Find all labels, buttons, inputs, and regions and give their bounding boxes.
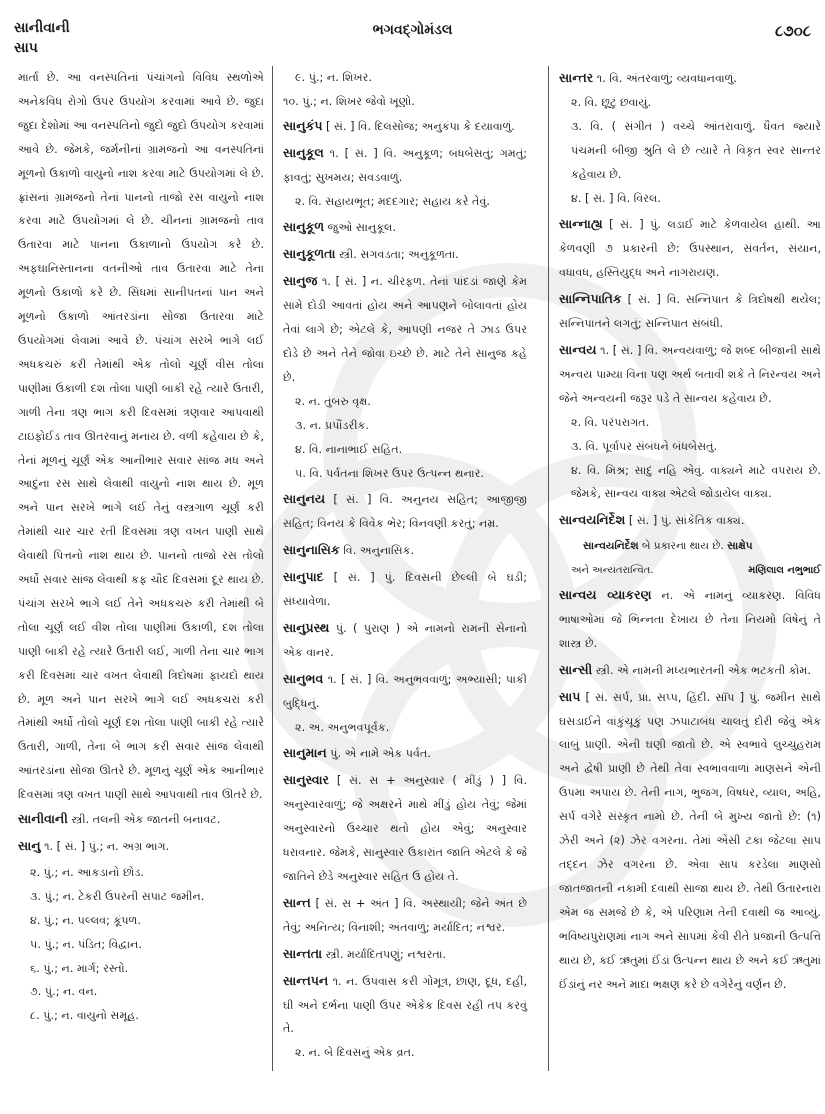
headword: સાનુકૂળ — [283, 219, 325, 235]
headword: સાનુસ્વાર — [283, 772, 330, 788]
dictionary-entry — [283, 487, 527, 536]
definition: [ સં. સ + અનુસ્વાર ( મીંડું ) ] વિ. અનુસ્વારવાળું; જે અક્ષરને માથે મીંડું હોય તેવું; જેમાં અનુસ્વારનો ઉચ્ચાર થતો હોય એવું; અનુસ્વાર ધરાવનાર. જેમકે, સાનુસ્વાર ઉકારાંત જાતિ એટલે કે જે જાતિને છેડે અનુસ્વાર સહિત ઉ હોય તે. — [283, 774, 528, 883]
headword: સાનુમાન — [283, 745, 327, 761]
headword: સાનુપાદ — [283, 569, 324, 585]
headword: સાન્વયનિર્દેશ — [559, 512, 626, 528]
dictionary-entry — [559, 212, 821, 285]
dictionary-entry — [559, 658, 821, 683]
headword: સાન્નાહ્ય — [559, 216, 603, 232]
dictionary-entry — [559, 685, 821, 997]
definition: વિ. અનુનાસિક. — [343, 544, 415, 558]
dictionary-entry — [283, 942, 527, 967]
sense: ૨. વિ. છૂટું છવાયું. — [571, 95, 652, 109]
quote-attribution — [559, 559, 821, 583]
sense: ૪. વિ. મિશ્ર; સાદું નહિ એવું. વાક્યને માટે વપરાય છે. જેમકે, સાન્વય વાક્ય એટલે જોડાયેલ વાક્ય. — [571, 463, 821, 501]
sense: ૬. પું.; ન. માર્ગ; રસ્તો. — [30, 961, 129, 975]
quote-bold-end: સાક્ષેપ — [727, 540, 753, 553]
definition: સ્ત્રી. મર્યાદિતપણું; નશ્વરતા. — [325, 947, 447, 961]
headword: સાનુકૂળતા — [283, 246, 336, 262]
dictionary-entry — [559, 338, 821, 506]
page-header — [0, 0, 825, 60]
definition: ૧. [ સં. ] પું.; ન. અગ્ર ભાગ. — [44, 840, 170, 853]
dictionary-entry — [283, 242, 527, 267]
column-3 — [548, 66, 821, 1071]
headword: સાન્તર — [559, 70, 594, 85]
headword: સાનુપ્રસ્થ — [283, 619, 330, 635]
definition: પું. એ નામે એક પર્વત. — [330, 747, 431, 761]
definition: [ સં. ] વિ. સન્નિપાત કે ત્રિદોષથી થયેલ; સન્નિપાતને લગતું; સન્નિપાત સંબંધી. — [559, 293, 821, 331]
quote-headword: સાન્વયનિર્દેશ — [583, 540, 639, 553]
definition: [ સં. સર્પ, પ્રા. સપ્પ, હિંદી. સાઁપ ] પું. જમીન સાથે ઘસડાઈને વાંકુંચૂકું પણ ઝપાટાબંધ ચાલતું દોરી જેવું એક લાંબું પ્રાણી. એની ઘણી જાતો છે. એ સ્વભાવે લુચ્ચુહરામ અને દ્વેષી પ્રાણી છે તેથી તેવા સ્વભાવવાળાં માણસને એની ઉપમા અપાય છે. તેની નાગ, ભુજંગ, વિષધર, વ્યાલ, અહિ, સર્પ વગેરે સંસ્કૃત નામો છે. તેની બે મુખ્ય જાતો છે: (૧) ઝેરી અને (૨) ઝેર વગરના. તેમાં એંસી ટકા જેટલા સાપ તદ્દન ઝેર વગરના છે. એવા સાપ કરડેલા માણસો જાતજાતની નકામી દવાથી સાજા થાય છે. તેથી ઉતારનારા એમ જ સમજે છે કે, એ પરિણામ તેની દવાથી જ આવ્યું. ભવિષ્યપુરાણમાં નાગ અને સાપમાં કેવી રીતે પ્રજાની ઉત્પત્તિ થાય છે, કઈ ઋતુમાં ઈંડાં ઉત્પન્ન થાય છે અને કઈ ઋતુમાં ઈંડાંનું નર અને માદા ભક્ષણ કરે છે વગેરેનું વર્ણન છે. — [559, 690, 821, 991]
definition: ૧. વિ. અંતરવાળું; વ્યવધાનવાળું. — [596, 72, 737, 85]
dictionary-entry — [283, 616, 527, 665]
dictionary-entry — [283, 768, 527, 889]
sense: ૩. વિ. પૂર્વાપર સંબંધને બંધબેસતું. — [571, 439, 718, 453]
dictionary-entry — [283, 269, 527, 485]
dictionary-entry — [18, 834, 264, 859]
definition: [ સં. ] પું. સાંકેતિક વાક્ય. — [628, 514, 745, 528]
definition: ૧. [ સં. ] ન. ચીરફળ. તેનાં પાંદડાં જાણે કેમ સામે દોડી આવતાં હોય અને આપણને બોલાવતાં હોય તેવાં લાગે છે; એટલે કે, આપણી નજર તે ઝાડ ઉપર દોડે છે અને તેને જોવા ઇચ્છે છે. માટે તેને સાનુજ કહે છે. — [283, 275, 527, 384]
definition: ૧. ન. ઉપવાસ કરી ગોમૂત્ર, છાણ, દૂધ, દહીં, ઘી અને દર્ભના પાણી ઉપર એકેક દિવસ રહી તપ કરવું તે. — [283, 974, 527, 1036]
definition: ૧. [ સં. ] વિ. અનુભવવાળું; અભ્યાસી; પાકી બુદ્ધિનું. — [283, 672, 527, 710]
sense: ૫. પું.; ન. પંડિત; વિદ્વાન. — [30, 937, 142, 951]
page-number: ૮૭૦૮ — [775, 22, 811, 40]
sense: ૨. ન. બે દિવસનું એક વ્રત. — [295, 1046, 415, 1060]
headword: સાનુ — [18, 838, 41, 853]
sense: ૪. વિ. નાનાભાઈ સહિત. — [295, 442, 403, 456]
dictionary-entry — [283, 141, 527, 214]
dictionary-entry — [283, 565, 527, 614]
continuation-text: માર્તા છે. આ વનસ્પતિનાં પંચાંગનો વિવિધ સ્થળોએ અનેકવિધ રોગો ઉપર ઉપયોગ કરવામાં આવે છે. જુદા જુદા દેશોમાં આ વનસ્પતિનો જુદો જુદો ઉપયોગ કરવામાં આવે છે. જેમકે, જર્મનીનાં ગ્રામજનો આ વનસ્પતિનાં મૂળનો ઉકાળો વાયુનો નાશ કરવા માટે ઉપયોગમાં લે છે. ફ્રાંસનાં ગ્રામજનો તેનાં પાનનો તાજો રસ વાયુનો નાશ કરવા માટે ઉપયોગમાં લે છે. ચીનનાં ગ્રામજનો તાવ ઉતારવા માટે પાનના ઉકાળાનો ઉપયોગ કરે છે. અફઘાનિસ્તાનના વતનીઓ તાવ ઉતારવા માટે તેના મૂળનો ઉકાળો કરે છે. સિંધમાં સાનીપતનાં પાન અને મૂળનો ઉકાળો આંતરડાંના સોજા ઉતારવા માટે ઉપયોગમાં લેવામાં આવે છે. પંચાંગ સરખે ભાગે લઈ અધકચરું કરી તેમાંથી એક તોલો ચૂર્ણ વીસ તોલા પાણીમાં ઉકાળી દશ તોલા પાણી બાકી રહે ત્યારે ઉતારી, ગાળી તેના ત્રણ ભાગ કરી દિવસમાં ત્રણવાર આપવાથી ટાઇફોઈડ તાવ ઊતરવાનું મનાય છે. વળી કહેવાય છે કે, તેનાં મૂળનું ચૂર્ણ એક આનીભાર સવાર સાંજ મધ અને આદુંના રસ સાથે લેવાથી વાયુનો નાશ થાય છે. મૂળ અને પાન સરખે ભાગે લઈ તેનું વસ્ત્રગાળ ચૂર્ણ કરી તેમાંથી ચાર ચાર રતી દિવસમાં ત્રણ વખત પાણી સાથે લેવાથી પિત્તનો નાશ થાય છે. પાનનો તાજો રસ તોલો અર્ધો સવાર સાંજ લેવાથી કફ ચૌદ દિવસમાં દૂર થાય છે. પંચાંગ સરખે ભાગે લઈ તેને અધકચરું કરી તેમાંથી બે તોલા ચૂર્ણ લઈ વીશ તોલા પાણીમાં ઉકાળી, દશ તોલા પાણી બાકી રહે ત્યારે ઉતારી લઈ, ગાળી તેના ચાર ભાગ કરી દિવસમાં ચાર વખત લેવાથી ત્રિદોષમાં ફાયદો થાય છે. મૂળ અને પાન સરખે ભાગે લઈ અધકચરાં કરી તેમાંથી અર્ધો તોલો ચૂર્ણ દશ તોલા પાણી બાકી રહે ત્યારે ઉતારી, ગાળી, તેના બે ભાગ કરી સવાર સાંજ લેવાથી આંતરડાંના સોજા ઊતરે છે. મૂળનું ચૂર્ણ એક આનીભાર દિવસમાં ત્રણ વખત પાણી સાથે આપવાથી તાવ ઊતરે છે. — [18, 71, 264, 802]
headword: સાપ — [559, 688, 581, 704]
sense: ૨. વિ. પરંપરાગત. — [571, 415, 650, 429]
dictionary-entry — [559, 583, 821, 656]
definition: સ્ત્રી. એ નામની મધ્યભારતની એક ભટકતી કોમ. — [595, 663, 811, 677]
dictionary-columns — [0, 66, 825, 1106]
headword: સાનુકૂલ — [283, 144, 324, 160]
dictionary-entry — [559, 287, 821, 336]
quote-text: બે પ્રકારના થાય છે. — [641, 540, 724, 553]
sense: ૭. પું.; ન. વન. — [30, 985, 98, 999]
headword: સાન્વય વ્યાકરણ — [559, 587, 652, 603]
definition: સ્ત્રી. સગવડતા; અનુકૂળતા. — [339, 248, 459, 262]
definition: ન. એ નામનું વ્યાકરણ. વિવિધ ભાષાઓમાં જે ભિન્નતા દેખાય છે તેના નિયમો વિષેનું તે શાસ્ત્ર છે. — [559, 589, 821, 650]
sense: ૩. ન. પ્રપૌંડરીક. — [295, 418, 369, 432]
dictionary-entry — [559, 66, 821, 210]
quote-author: મણિલાલ નભુભાઈ — [748, 565, 821, 577]
sense: ૨. પું.; ન. આકડાનો છોડ. — [30, 865, 145, 879]
quote-line2: અને અન્યતરાન્વિત. — [571, 565, 654, 577]
sense: ૫. વિ. પર્વતના શિખર ઉપર ઉત્પન્ન થનાર. — [295, 466, 484, 480]
definition: [ સં. ] પું. દિવસની છેલ્લી બે ઘડી; સંધ્યાવેળા. — [283, 571, 527, 609]
dictionary-entry — [559, 508, 821, 533]
headword: સાન્તપન — [283, 972, 329, 988]
definition: [ સં. ] પું. લડાઈ માટે કેળવાયેલ હાથી. આ કેળવણી ૭ પ્રકારની છે: ઉપસ્થાન, સંવર્તન, સંયાન, વધાવધ, હસ્તિયુદ્ધ અને નાગરાયણ. — [559, 218, 821, 280]
definition: ૧. [ સં. ] વિ. અનુકૂળ; બંધબેસતું; ગમતું; ફાવતું; સુખમય; સવડવાળું. — [283, 146, 527, 184]
headword: સાનીવાની — [18, 811, 68, 827]
quotation — [559, 535, 821, 559]
dictionary-entry — [283, 114, 527, 139]
sense: ૩. પું.; ન. ટેકરી ઉપરની સપાટ જમીન. — [30, 889, 205, 903]
last-guide-word: સાપ — [14, 40, 38, 56]
dictionary-entry — [283, 891, 527, 940]
headword: સાન્તતા — [283, 945, 323, 961]
sense: ૨. અ. અનુભવપૂર્વક. — [295, 720, 390, 734]
headword: સાનુકંપ — [283, 117, 323, 133]
column-1 — [18, 66, 264, 1028]
definition: જુઓ સાનુકૂલ. — [327, 221, 397, 235]
dictionary-entry — [18, 807, 264, 832]
definition: સ્ત્રી. તલની એક જાતની બનાવટ. — [71, 813, 221, 827]
headword: સાનુભવ — [283, 670, 324, 686]
sense: ૯. પું.; ન. શિખર. — [295, 71, 373, 84]
headword: સાન્સી — [559, 661, 593, 677]
headword: સાનુનય — [283, 491, 326, 507]
first-guide-word: સાનીવાની — [14, 20, 70, 36]
sense: ૩. વિ. ( સંગીત ) વચ્ચે આંતરાવાળું. ધૈવત જ્યારે પંચમની બીજી શ્રુતિ લે છે ત્યારે તે વિકૃત સ્વર સાન્તર કહેવાય છે. — [571, 119, 821, 181]
dictionary-entry — [283, 741, 527, 766]
headword: સાનુજ — [283, 273, 318, 289]
sense: ૪. [ સં. ] વિ. વિરલ. — [571, 191, 661, 205]
sense: ૨. ન. તુંબરુ વૃક્ષ. — [295, 394, 371, 408]
definition: પું. ( પુરાણ ) એ નામનો રામની સેનાનો એક વાનર. — [283, 621, 527, 659]
definition: ૧. [ સં. ] વિ. અન્વયવાળું; જે શબ્દ બીજાની સાથે અન્વય પામ્યા વિના પણ અર્થ બતાવી શકે તે નિરન્વય અને જેને અન્વયની જરૂર પડે તે સાન્વય કહેવાય છે. — [559, 343, 822, 405]
headword: સાનુનાસિક — [283, 542, 340, 558]
headword: સાન્ત — [283, 894, 311, 910]
sense: ૪. પું.; ન. પલ્લવ; કૂંપળ. — [30, 913, 141, 927]
dictionary-entry — [283, 538, 527, 563]
sense: ૮. પું.; ન. વાયુનો સમૂહ. — [30, 1009, 139, 1023]
definition: [ સં. ] વિ. દિલસોજ; અનુકંપા કે દયાવાળું. — [326, 119, 515, 133]
sense: ૧૦. પું.; ન. શિખર જેવો ખૂણો. — [283, 94, 415, 108]
dictionary-entry — [283, 969, 527, 1066]
dictionary-entry — [283, 667, 527, 740]
dictionary-entry — [283, 215, 527, 240]
column-2 — [272, 66, 527, 1071]
headword: સાન્નિપાતિક — [559, 291, 622, 307]
book-title: ભગવદ્ગોમંડલ — [372, 22, 453, 38]
definition: [ સં. સ + અંત ] વિ. અસ્થાયી; જેને અંત છે તેવું; અનિત્ય; વિનાશી; અંતવાળું; મર્યાદિત; નશ્વર. — [283, 896, 528, 934]
sense: ૨. વિ. સહાયભૂત; મદદગાર; સહાય કરે તેવું. — [295, 194, 490, 208]
headword: સાન્વય — [559, 341, 597, 357]
definition: [ સં. ] વિ. અનુનય સહિત; આજીજી સહિત; વિનય કે વિવેક ભેર; વિનવણી કરતું; નમ્ર. — [283, 493, 527, 531]
